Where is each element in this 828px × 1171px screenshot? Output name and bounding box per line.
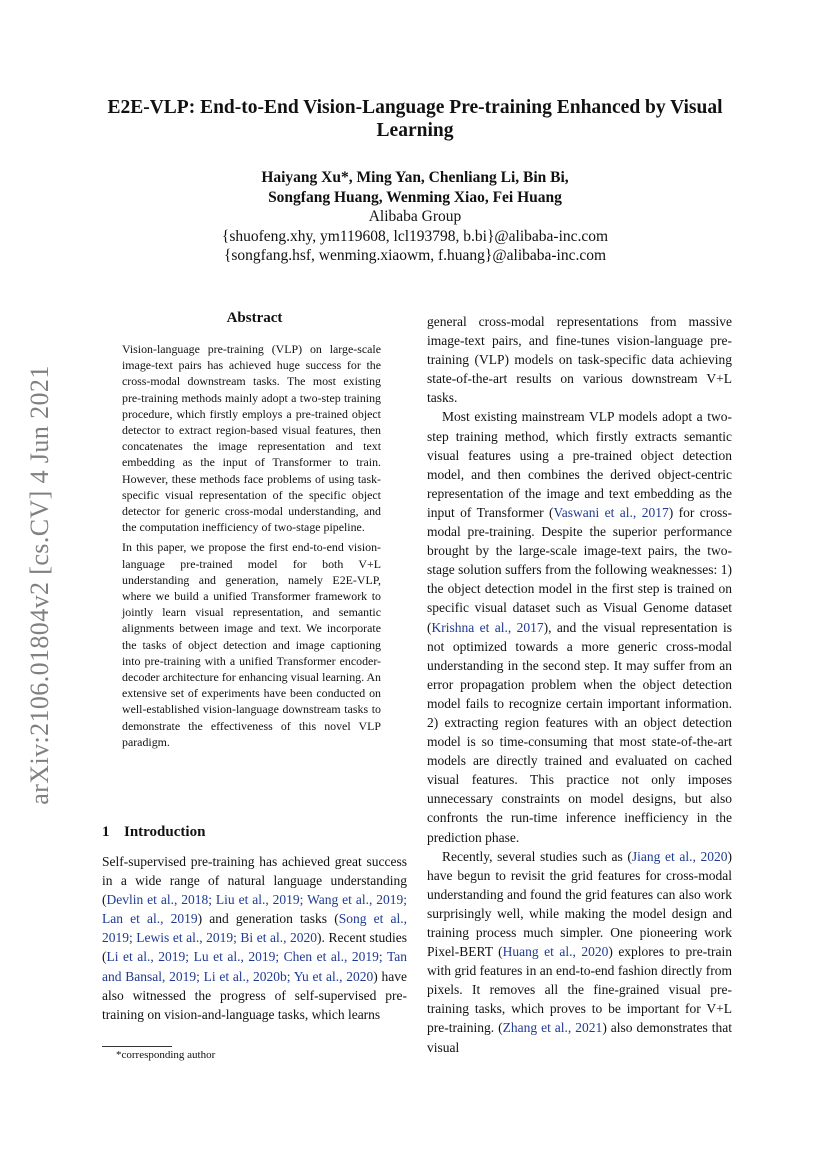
citation-link[interactable]: Vaswani et al., 2017 (553, 504, 669, 520)
intro-text: ). Recent studies ( (102, 930, 407, 965)
citation-link[interactable]: Jiang et al., 2020 (631, 848, 728, 864)
title-line-2: Learning (376, 120, 454, 141)
right-paragraph-2 (427, 407, 732, 846)
body-text: ) explores to pre-train with grid features in an end-to-end fashion directly from pixels. It removes all the fine-grained visual pre-training tasks, which proves to be important for V+L pre-training. ( (427, 944, 732, 1036)
body-text: ) also demonstrates that visual (427, 1020, 733, 1055)
intro-text: ) and generation tasks ( (197, 911, 339, 927)
paper-title (95, 96, 735, 142)
citation-link[interactable]: Song et al., 2019; Lewis et al., 2019; Bi et al., 2020 (102, 911, 407, 946)
body-text: ), and the visual representation is not optimized towards a more generic cross-modal understanding in the second step. It may suffer from an error propagation problem when the object detection model fails to recognize certain important information. 2) extracting region features with an object detection model is so time-consuming that most state-of-the-art models are directly trained and evaluated on cached visual features. This practice not only imposes unnecessary constraints on model designs, but also confronts the run-time inference inefficiency in the prediction phase. (427, 619, 732, 845)
citation-link[interactable]: Zhang et al., 2021 (502, 1020, 603, 1036)
footnote: *corresponding author (116, 1049, 216, 1061)
section-title: Introduction (124, 824, 206, 840)
citation-link[interactable]: Huang et al., 2020 (502, 944, 609, 960)
body-text: ) for cross-modal pre-training. Despite the superior performance brought by the large-scale image-text pairs, the two-stage solution suffers from the following weaknesses: 1) the object detection model in the first step is trained on specific visual dataset such as Visual Genome dataset ( (427, 504, 733, 635)
introduction-paragraph (102, 852, 407, 1024)
body-text: Recently, several studies such as ( (442, 848, 632, 864)
right-paragraph-1: general cross-modal representations from massive image-text pairs, and fine-tunes vision-language pre-training (VLP) models on task-specific data achieving state-of-the-art results on various downstream V+L tasks. (427, 314, 732, 406)
arxiv-identifier: arXiv:2106.01804v2 [cs.CV] 4 Jun 2021 (25, 365, 54, 805)
abstract-paragraph-2: In this paper, we propose the first end-to-end vision-language pre-trained model for both V+L understanding and generation, namely E2E-VLP, where we build a unified Transformer framework to jointly learn visual representation, and semantic alignments between image and text. We incorporate the tasks of object detection and image captioning into pre-training with a unified Transformer encoder-decoder architecture for enhancing visual learning. An extensive set of experiments have been conducted on well-established vision-language downstream tasks to demonstrate the effectiveness of this novel VLP paradigm. (122, 540, 381, 749)
footnote-rule (102, 1046, 172, 1047)
intro-text: ) have also witnessed the progress of self-supervised pre-training on vision-and-language tasks, which learns (102, 968, 407, 1022)
citation-link[interactable]: Devlin et al., 2018; Liu et al., 2019; Wang et al., 2019; Lan et al., 2019 (102, 892, 407, 927)
section-number: 1 (102, 824, 110, 840)
right-column (427, 312, 732, 1057)
right-paragraph-3 (427, 847, 732, 1057)
citation-link[interactable]: Li et al., 2019; Lu et al., 2019; Chen et al., 2019; Tan and Bansal, 2019; Li et al., 2020b; Yu et al., 2020 (102, 949, 407, 984)
section-heading-introduction (102, 824, 205, 841)
body-text: ) have begun to revisit the grid features for cross-modal understanding and found the grid features can also work surprisingly well, while making the model design and training process much simpler. One pioneering work Pixel-BERT ( (427, 848, 732, 960)
author-names-1: Haiyang Xu*, Ming Yan, Chenliang Li, Bin Bi, (261, 169, 569, 186)
affiliation: Alibaba Group (368, 208, 462, 225)
intro-text: Self-supervised pre-training has achieved great success in a wide range of natural language understanding ( (102, 854, 407, 908)
abstract-body (122, 341, 381, 754)
title-line-1: E2E-VLP: End-to-End Vision-Language Pre-training Enhanced by Visual (107, 97, 723, 118)
email-line-1: {shuofeng.xhy, ym119608, lcl193798, b.bi}@alibaba-inc.com (221, 227, 609, 245)
abstract-paragraph-1: Vision-language pre-training (VLP) on large-scale image-text pairs has achieved huge success for the cross-modal downstream tasks. The most existing pre-training methods mainly adopt a two-step training procedure, which firstly employs a pre-trained object detector to extract region-based visual features, then concatenates the image representation and text embedding as the input of Transformer to train. However, these methods face problems of using task-specific visual representation of the specific object detector for generic cross-modal understanding, and the computation inefficiency of two-stage pipeline. (122, 342, 381, 535)
email-line-2: {songfang.hsf, wenming.xiaowm, f.huang}@alibaba-inc.com (223, 247, 607, 264)
body-text: Most existing mainstream VLP models adopt a two-step training method, which firstly extracts semantic visual features using a pre-trained object detection model, and then combines the derived object-centric representation of the image and text embedding as the input of Transformer ( (427, 409, 732, 520)
author-names-2: Songfang Huang, Wenming Xiao, Fei Huang (268, 188, 562, 206)
author-block (95, 168, 735, 266)
abstract-heading: Abstract (226, 310, 283, 326)
citation-link[interactable]: Krishna et al., 2017 (431, 619, 544, 635)
